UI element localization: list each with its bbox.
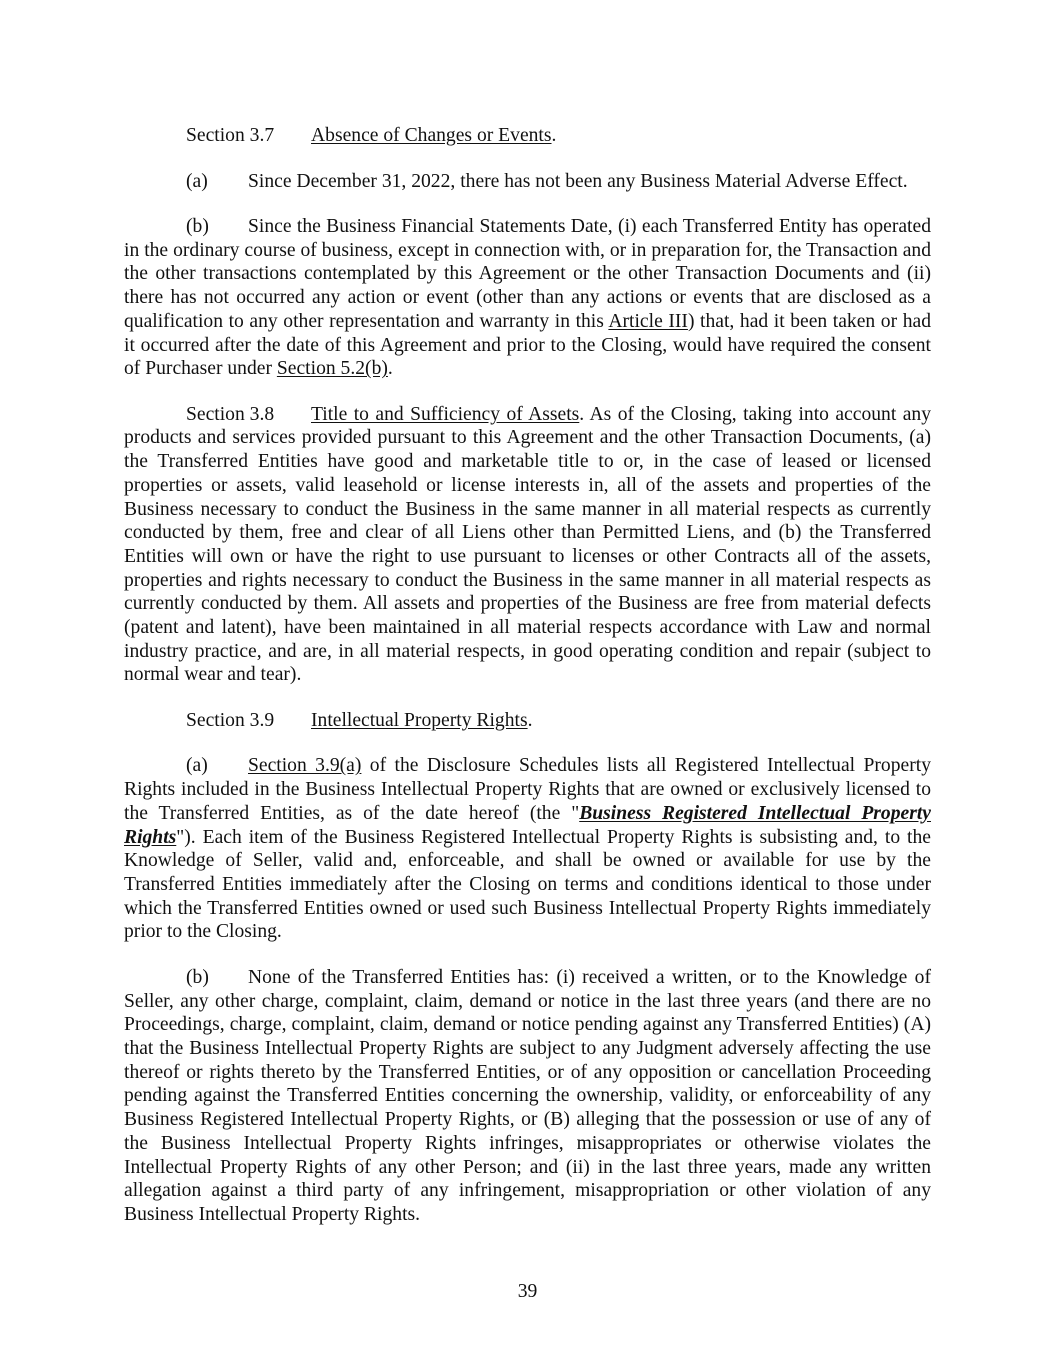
section-title: Intellectual Property Rights bbox=[311, 709, 528, 731]
document-page bbox=[124, 124, 931, 1227]
section-3-9-heading: Section 3.9 Intellectual Property Rights. bbox=[186, 709, 533, 731]
clause-label: (a) bbox=[186, 755, 208, 777]
clause-label: (b) bbox=[186, 966, 209, 988]
clause-text: None of the Transferred Entities has: (i) received a written, or to the Knowledge of Seller, any other charge, complaint, claim, demand or notice in the last three years (and there are no Proceedings, charge, complaint, claim, demand or notice pending against any Transferred Entities) (A) that the Business Intellectual Property Rights are subject to any Judgment adversely affecting the use thereof or rights thereto by the Transferred Entities, or of any opposition or cancellation Proceeding pending against the Transferred Entities concerning the ownership, validity, or enforceability of any Business Registered Intellectual Property Rights, or (B) alleging that the possession or use of any of the Business Intellectual Property Rights infringes, misappropriates or otherwise violates the Intellectual Property Rights of any other Person; and (ii) in the last three years, made any written allegation against a third party of any infringement, misappropriation or other violation of any Business Intellectual Property Rights. bbox=[124, 966, 931, 1225]
section-number: Section 3.7 bbox=[186, 125, 275, 146]
cross-reference: Section 5.2(b) bbox=[276, 358, 388, 380]
section-title: Absence of Changes or Events bbox=[311, 125, 552, 146]
section-3-7-b: (b) Since the Business Financial Statements Date, (i) each Transferred Entity has operated in the ordinary course of business, except in connection with, or in preparation for, the Transaction and the other transactions contemplated by this Agreement or the other Transaction Documents and (ii) there has not occurred any action or event (other than any actions or events that are disclosed as a qualification to any other representation and warranty in this Article III) that, had it been taken or had it occurred after the date of this Agreement and prior to the Closing, would have required the consent of Purchaser under Section 5.2(b). bbox=[124, 216, 931, 380]
clause-text: Since December 31, 2022, there has not been any Business Material Adverse Effect. bbox=[248, 170, 908, 192]
section-3-8 bbox=[124, 403, 931, 687]
page-number: 39 bbox=[517, 1281, 538, 1302]
section-number: Section 3.8 bbox=[186, 403, 275, 425]
section-text: . As of the Closing, taking into account any products and services provided pursuant to this Agreement and the other Transaction Documents, (a) the Transferred Entities have good and marketable title to or, in the case of leased or licensed properties or assets, valid leasehold or license interests in, all of the assets and properties of the Business necessary to conduct the Business in the same manner in all material respects as currently conducted by them, free and clear of all Liens other than Permitted Liens, and (b) the Transferred Entities will own or have the right to use pursuant to licenses or other Contracts all of the assets, properties and rights necessary to conduct the Business in the same manner in all material respects as currently conducted by them. All assets and properties of the Business are free from material defects (patent and latent), have been maintained in all material respects accordance with Law and normal industry practice, and are, in all material respects, in good operating condition and repair (subject to normal wear and tear). bbox=[124, 403, 931, 686]
cross-reference: Article III bbox=[608, 310, 688, 332]
cross-reference: Section 3.9(a) bbox=[248, 755, 362, 777]
section-title: Title to and Sufficiency of Assets bbox=[311, 403, 580, 425]
section-3-7-heading: Section 3.7 Absence of Changes or Events. bbox=[186, 125, 557, 146]
clause-label: (a) bbox=[186, 170, 208, 192]
defined-term: Business Registered Intellectual Property Rights bbox=[124, 802, 931, 848]
section-3-9-b bbox=[124, 966, 931, 1227]
section-3-9-a: (a) Section 3.9(a) of the Disclosure Schedules lists all Registered Intellectual Property Rights included in the Business Intellectual Property Rights that are owned or exclusively licensed to the Transferred Entities, as of the date hereof (the "Business Registered Intellectual Property Rights"). Each item of the Business Registered Intellectual Property Rights is subsisting and, to the Knowledge of Seller, valid and, enforceable, and shall be owned or available for use by the Transferred Entities immediately after the Closing on terms and conditions identical to those under which the Transferred Entities owned or used such Business Intellectual Property Rights immediately prior to the Closing. bbox=[124, 755, 931, 943]
clause-label: (b) bbox=[186, 216, 209, 237]
section-3-7-a bbox=[124, 170, 931, 194]
section-number: Section 3.9 bbox=[186, 709, 275, 731]
